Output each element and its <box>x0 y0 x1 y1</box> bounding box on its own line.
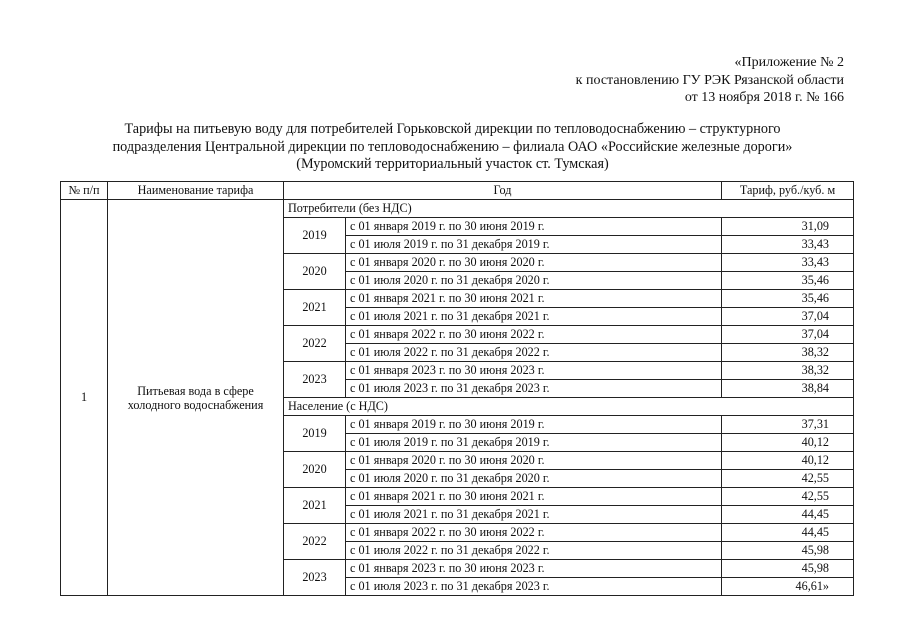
period-cell: с 01 июля 2020 г. по 31 декабря 2020 г. <box>346 272 722 290</box>
period-cell: с 01 июля 2023 г. по 31 декабря 2023 г. <box>346 380 722 398</box>
period-cell: с 01 января 2021 г. по 30 июня 2021 г. <box>346 290 722 308</box>
tariff-value-cell: 37,04 <box>722 326 854 344</box>
period-cell: с 01 июля 2020 г. по 31 декабря 2020 г. <box>346 470 722 488</box>
year-cell: 2021 <box>284 488 346 524</box>
period-cell: с 01 июля 2019 г. по 31 декабря 2019 г. <box>346 434 722 452</box>
tariff-value-cell: 37,31 <box>722 416 854 434</box>
year-cell: 2019 <box>284 218 346 254</box>
tariff-table-body <box>61 200 854 596</box>
tariff-value-cell: 40,12 <box>722 452 854 470</box>
tariff-value-cell: 37,04 <box>722 308 854 326</box>
appendix-header <box>576 54 844 107</box>
period-cell: с 01 января 2022 г. по 30 июня 2022 г. <box>346 524 722 542</box>
appendix-line: от 13 ноября 2018 г. № 166 <box>684 90 844 105</box>
tariff-value-cell: 35,46 <box>722 272 854 290</box>
period-cell: с 01 января 2020 г. по 30 июня 2020 г. <box>346 452 722 470</box>
tariff-value-cell: 40,12 <box>722 434 854 452</box>
period-cell: с 01 июля 2022 г. по 31 декабря 2022 г. <box>346 542 722 560</box>
period-cell: с 01 июля 2023 г. по 31 декабря 2023 г. <box>346 578 722 596</box>
tariff-value-cell: 44,45 <box>722 524 854 542</box>
title-line: Тарифы на питьевую воду для потребителей Горьковской дирекции по тепловодоснабжению – структурного <box>124 121 781 137</box>
year-cell: 2022 <box>284 326 346 362</box>
tariff-value-cell: 38,32 <box>722 344 854 362</box>
period-cell: с 01 января 2019 г. по 30 июня 2019 г. <box>346 416 722 434</box>
year-cell: 2020 <box>284 452 346 488</box>
period-cell: с 01 января 2022 г. по 30 июня 2022 г. <box>346 326 722 344</box>
tariff-value-cell: 45,98 <box>722 542 854 560</box>
row-number: 1 <box>61 200 108 596</box>
tariff-value-cell: 42,55 <box>722 488 854 506</box>
year-cell: 2021 <box>284 290 346 326</box>
tariff-table <box>60 181 854 596</box>
consumer-group-label: Население (с НДС) <box>284 398 854 416</box>
period-cell: с 01 января 2020 г. по 30 июня 2020 г. <box>346 254 722 272</box>
tariff-value-cell: 45,98 <box>722 560 854 578</box>
period-cell: с 01 июля 2019 г. по 31 декабря 2019 г. <box>346 236 722 254</box>
tariff-name: Питьевая вода в сфере холодного водоснабжения <box>108 200 284 596</box>
tariff-value-cell: 42,55 <box>722 470 854 488</box>
group-row <box>61 200 854 218</box>
appendix-line: «Приложение № 2 <box>734 55 844 70</box>
year-cell: 2022 <box>284 524 346 560</box>
tariff-value-cell: 35,46 <box>722 290 854 308</box>
period-cell: с 01 января 2019 г. по 30 июня 2019 г. <box>346 218 722 236</box>
period-cell: с 01 июля 2022 г. по 31 декабря 2022 г. <box>346 344 722 362</box>
period-cell: с 01 января 2021 г. по 30 июня 2021 г. <box>346 488 722 506</box>
title-line: подразделения Центральной дирекции по тепловодоснабжению – филиала ОАО «Российские железные дороги» <box>112 138 793 155</box>
consumer-group-label: Потребители (без НДС) <box>284 200 854 218</box>
tariff-value-cell: 46,61» <box>722 578 854 596</box>
header-name: Наименование тарифа <box>108 182 284 200</box>
header-tariff: Тариф, руб./куб. м <box>722 182 854 200</box>
tariff-value-cell: 44,45 <box>722 506 854 524</box>
year-cell: 2023 <box>284 362 346 398</box>
year-cell: 2023 <box>284 560 346 596</box>
table-header-row <box>61 182 854 200</box>
tariff-value-cell: 33,43 <box>722 236 854 254</box>
period-cell: с 01 июля 2021 г. по 31 декабря 2021 г. <box>346 308 722 326</box>
header-num: № п/п <box>61 182 108 200</box>
tariff-value-cell: 38,32 <box>722 362 854 380</box>
header-year: Год <box>284 182 722 200</box>
title-line: (Муромский территориальный участок ст. Тумская) <box>296 156 609 172</box>
appendix-line: к постановлению ГУ РЭК Рязанской области <box>575 72 844 88</box>
tariff-value-cell: 31,09 <box>722 218 854 236</box>
year-cell: 2019 <box>284 416 346 452</box>
period-cell: с 01 января 2023 г. по 30 июня 2023 г. <box>346 560 722 578</box>
period-cell: с 01 января 2023 г. по 30 июня 2023 г. <box>346 362 722 380</box>
year-cell: 2020 <box>284 254 346 290</box>
period-cell: с 01 июля 2021 г. по 31 декабря 2021 г. <box>346 506 722 524</box>
document-title <box>0 121 905 174</box>
tariff-value-cell: 33,43 <box>722 254 854 272</box>
tariff-value-cell: 38,84 <box>722 380 854 398</box>
